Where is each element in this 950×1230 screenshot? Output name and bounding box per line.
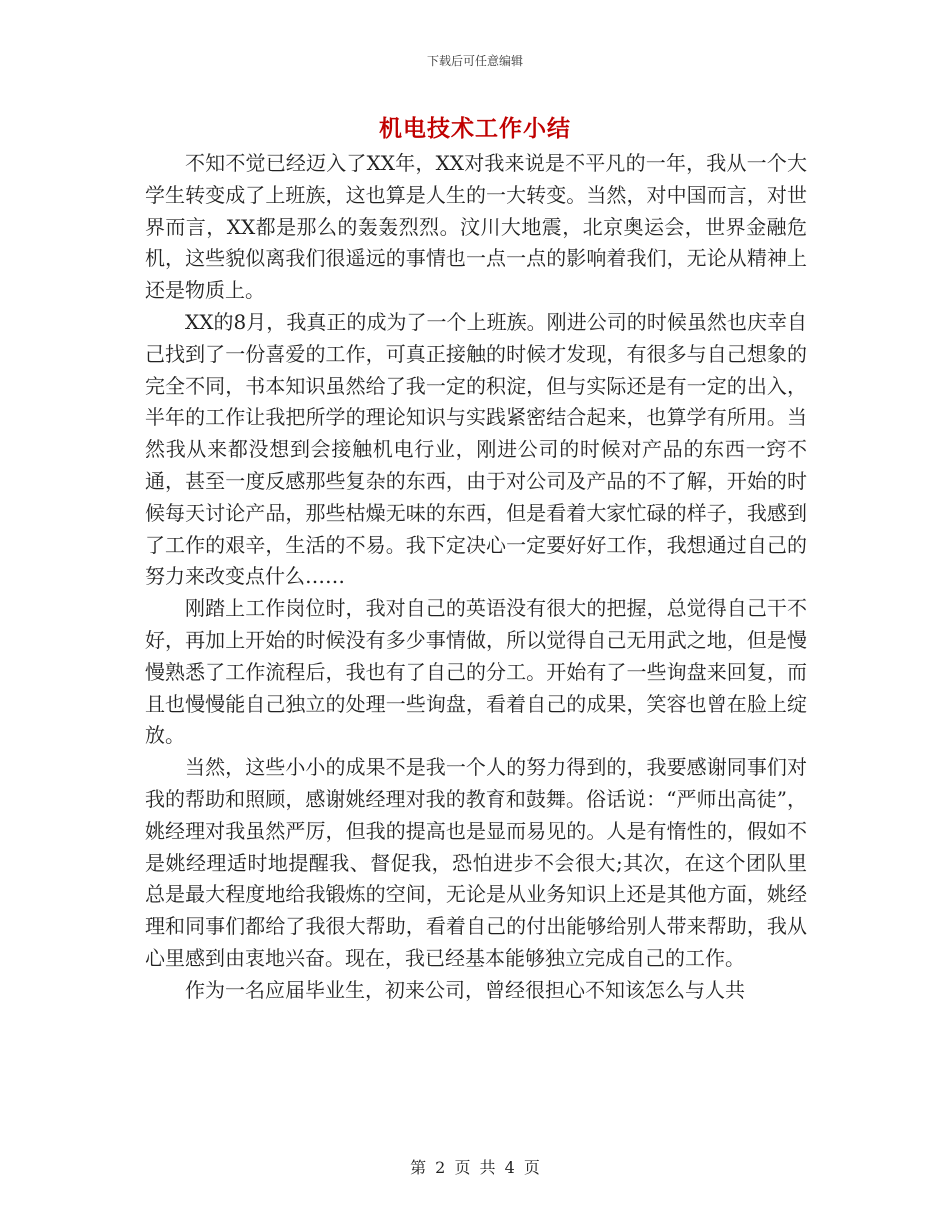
paragraph: 不知不觉已经迈入了XX年，XX对我来说是不平凡的一年，我从一个大学生转变成了上班族，这也算是人生的一大转变。当然，对中国而言，对世界而言，XX都是那么的轰轰烈烈。汶川大地震，北京奥运会，世界金融危机，这些貌似离我们很遥远的事情也一点一点的影响着我们，无论从精神上还是物质上。	[145, 151, 807, 303]
header-note: 下载后可任意编辑	[426, 54, 523, 68]
document-body	[145, 148, 807, 1007]
paragraph: XX的8月，我真正的成为了一个上班族。刚进公司的时候虽然也庆幸自己找到了一份喜爱的工作，可真正接触的时候才发现，有很多与自己想象的完全不同，书本知识虽然给了我一定的积淀，但与实际还是有一定的出入，半年的工作让我把所学的理论知识与实践紧密结合起来，也算学有所用。当然我从来都没想到会接触机电行业，刚进公司的时候对产品的东西一窍不通，甚至一度反感那些复杂的东西，由于对公司及产品的不了解，开始的时候每天讨论产品，那些枯燥无味的东西，但是看着大家忙碌的样子，我感到了工作的艰辛，生活的不易。我下定决心一定要好好工作，我想通过自己的努力来改变点什么……	[145, 309, 807, 589]
paragraph: 作为一名应届毕业生，初来公司，曾经很担心不知该怎么与人共	[185, 977, 745, 1002]
paragraph: 当然，这些小小的成果不是我一个人的努力得到的，我要感谢同事们对我的帮助和照顾，感谢姚经理对我的教育和鼓舞。俗话说：“严师出高徒”，姚经理对我虽然严厉，但我的提高也是显而易见的。人是有惰性的，假如不是姚经理适时地提醒我、督促我，恐怕进步不会很大;其次，在这个团队里总是最大程度地给我锻炼的空间，无论是从业务知识上还是其他方面，姚经理和同事们都给了我很大帮助，看着自己的付出能够给别人带来帮助，我从心里感到由衷地兴奋。现在，我已经基本能够独立完成自己的工作。	[145, 755, 807, 970]
page-number: 第 2 页 共 4 页	[410, 1158, 540, 1177]
paragraph: 刚踏上工作岗位时，我对自己的英语没有很大的把握，总觉得自己干不好，再加上开始的时候没有多少事情做，所以觉得自己无用武之地，但是慢慢熟悉了工作流程后，我也有了自己的分工。开始有了一些询盘来回复，而且也慢慢能自己独立的处理一些询盘，看着自己的成果，笑容也曾在脸上绽放。	[145, 596, 807, 748]
document-title: 机电技术工作小结	[379, 115, 571, 142]
